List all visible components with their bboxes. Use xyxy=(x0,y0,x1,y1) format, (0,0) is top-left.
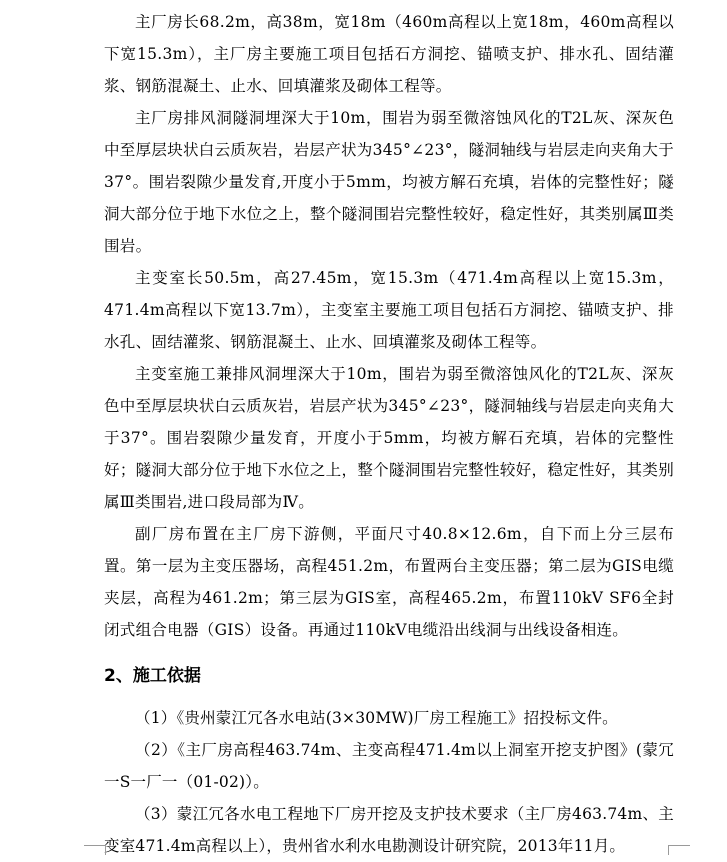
paragraph-main-powerhouse: 主厂房长68.2m，高38m，宽18m（460m高程以上宽18m，460m高程以下宽15.3m），主厂房主要施工项目包括石方洞挖、锚喷支护、排水孔、固结灌浆、钢筋混凝土、止水、回填灌浆及砌体工程等。 xyxy=(104,13,674,95)
document-body xyxy=(104,6,674,862)
paragraph-auxiliary-powerhouse: 副厂房布置在主厂房下游侧，平面尺寸40.8×12.6m，自下而上分三层布置。第一层为主变压器场，高程451.2m，布置两台主变压器；第二层为GIS电缆夹层，高程为461.2m；第三层为GIS室，高程465.2m，布置110kV SF6全封闭式组合电器（GIS）设备。再通过110kV电缆沿出线洞与出线设备相连。 xyxy=(104,525,674,639)
paragraph-transformer-exhaust-tunnel: 主变室施工兼排风洞埋深大于10m，围岩为弱至微溶蚀风化的T2L灰、深灰色中至厚层块状白云质灰岩，岩层产状为345°∠23°，隧洞轴线与岩层走向夹角大于37°。围岩裂隙少量发育，开度小于5mm，均被方解石充填，岩体的完整性好；隧洞大部分位于地下水位之上，整个隧洞围岩完整性较好，稳定性好，其类别属Ⅲ类围岩,进口段局部为Ⅳ。 xyxy=(104,365,674,511)
reference-item-1: （1）《贵州蒙江冗各水电站(3×30MW)厂房工程施工》招投标文件。 xyxy=(135,709,618,727)
page-corner-mark-left xyxy=(84,845,106,855)
paragraph-transformer-room: 主变室长50.5m，高27.45m，宽15.3m（471.4m高程以上宽15.3m，471.4m高程以下宽13.7m），主变室主要施工项目包括石方洞挖、锚喷支护、排水孔、固结灌浆、钢筋混凝土、止水、回填灌浆及砌体工程等。 xyxy=(104,269,674,351)
reference-item-2: （2）《主厂房高程463.74m、主变高程471.4m以上洞室开挖支护图》(蒙冗一S一厂一（01-02)）。 xyxy=(104,741,674,791)
page-corner-mark-right xyxy=(668,845,690,855)
paragraph-powerhouse-exhaust-tunnel: 主厂房排风洞隧洞埋深大于10m，围岩为弱至微溶蚀风化的T2L灰、深灰色中至厚层块状白云质灰岩，岩层产状为345°∠23°，隧洞轴线与岩层走向夹角大于37°。围岩裂隙少量发育,开度小于5mm，均被方解石充填，岩体的完整性好；隧洞大部分位于地下水位之上，整个隧洞围岩完整性较好，稳定性好，其类别属Ⅲ类围岩。 xyxy=(104,109,674,255)
section-heading-construction-basis: 2、施工依据 xyxy=(104,666,201,686)
reference-item-3: （3）蒙江冗各水电工程地下厂房开挖及支护技术要求（主厂房463.74m、主变室471.4m高程以上），贵州省水利水电勘测设计研究院，2013年11月。 xyxy=(104,805,674,855)
